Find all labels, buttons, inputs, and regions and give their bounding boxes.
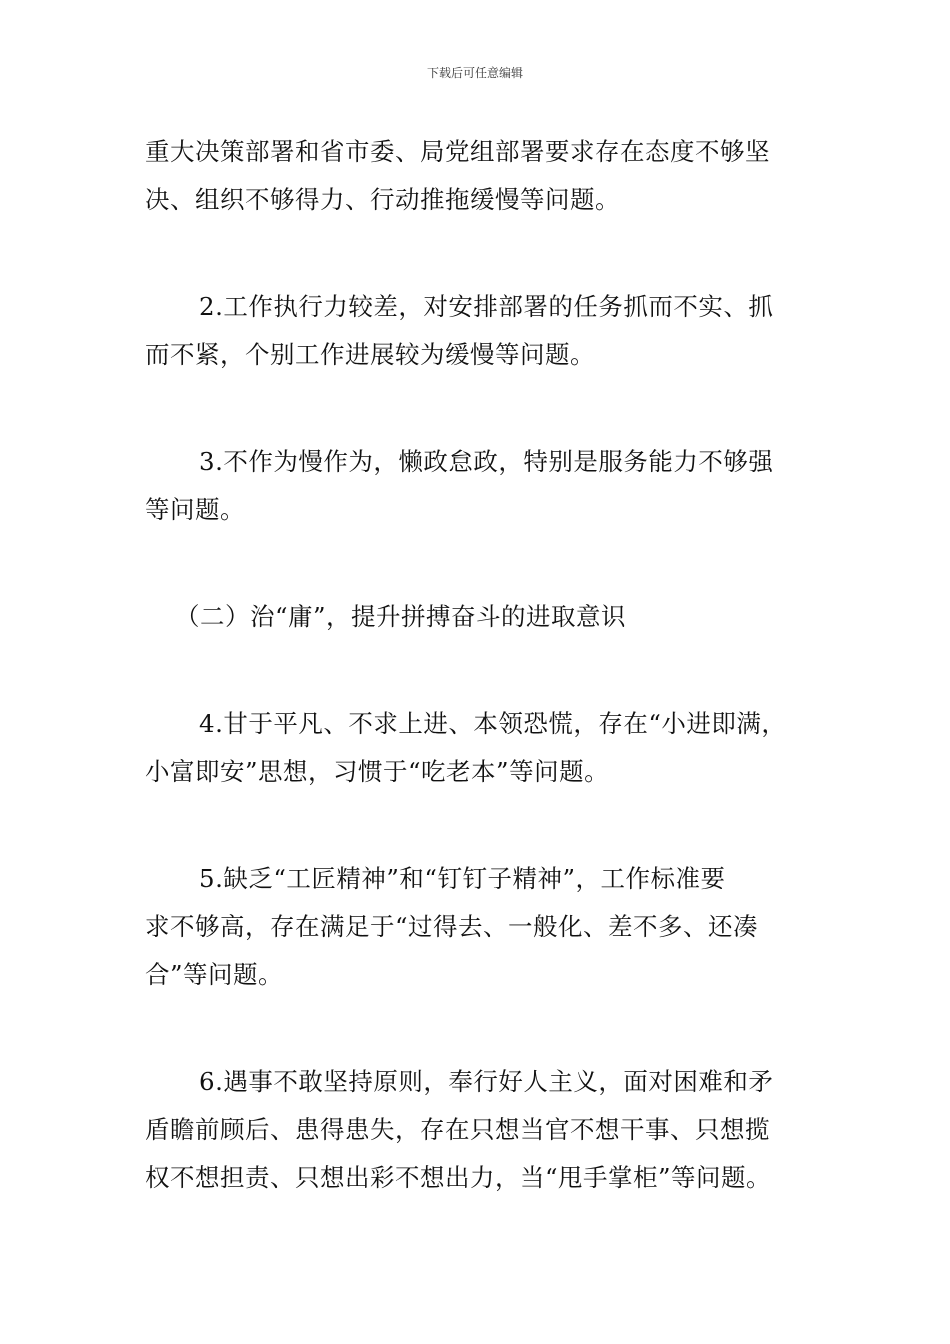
paragraph-continuation: [145, 128, 835, 224]
paragraph-item-4: [145, 700, 835, 796]
page-header: 下载后可任意编辑: [426, 66, 523, 80]
paragraph-line: 小富即安”思想，习惯于“吃老本”等问题。: [145, 757, 610, 786]
section-heading-text: （二）治“庸”，提升拼搏奋斗的进取意识: [175, 602, 627, 631]
document-body: [145, 128, 835, 1202]
paragraph-line: 4.甘于平凡、不求上进、本领恐慌，存在“小进即满，: [199, 709, 787, 738]
paragraph-line: 2.工作执行力较差，对安排部署的任务抓而不实、抓: [199, 292, 774, 321]
paragraph-line: 等问题。: [145, 495, 245, 524]
paragraph-line: 重大决策部署和省市委、局党组部署要求存在态度不够坚: [145, 137, 770, 166]
paragraph-item-3: [145, 438, 835, 534]
paragraph-item-5: [145, 855, 835, 999]
paragraph-line: 6.遇事不敢坚持原则，奉行好人主义，面对困难和矛: [199, 1067, 774, 1096]
paragraph-line: 求不够高，存在满足于“过得去、一般化、差不多、还凑: [145, 912, 759, 941]
paragraph-item-6: [145, 1058, 835, 1202]
paragraph-line: 5.缺乏“工匠精神”和“钉钉子精神”，工作标准要: [199, 864, 726, 893]
paragraph-item-2: [145, 283, 835, 379]
paragraph-line: 盾瞻前顾后、患得患失，存在只想当官不想干事、只想揽: [145, 1115, 770, 1144]
paragraph-line: 决、组织不够得力、行动推拖缓慢等问题。: [145, 185, 620, 214]
paragraph-line: 3.不作为慢作为，懒政怠政，特别是服务能力不够强: [199, 447, 774, 476]
section-heading: [145, 593, 835, 641]
paragraph-line: 权不想担责、只想出彩不想出力，当“甩手掌柜”等问题。: [145, 1163, 772, 1192]
paragraph-line: 而不紧，个别工作进展较为缓慢等问题。: [145, 340, 595, 369]
paragraph-line: 合”等问题。: [145, 960, 284, 989]
